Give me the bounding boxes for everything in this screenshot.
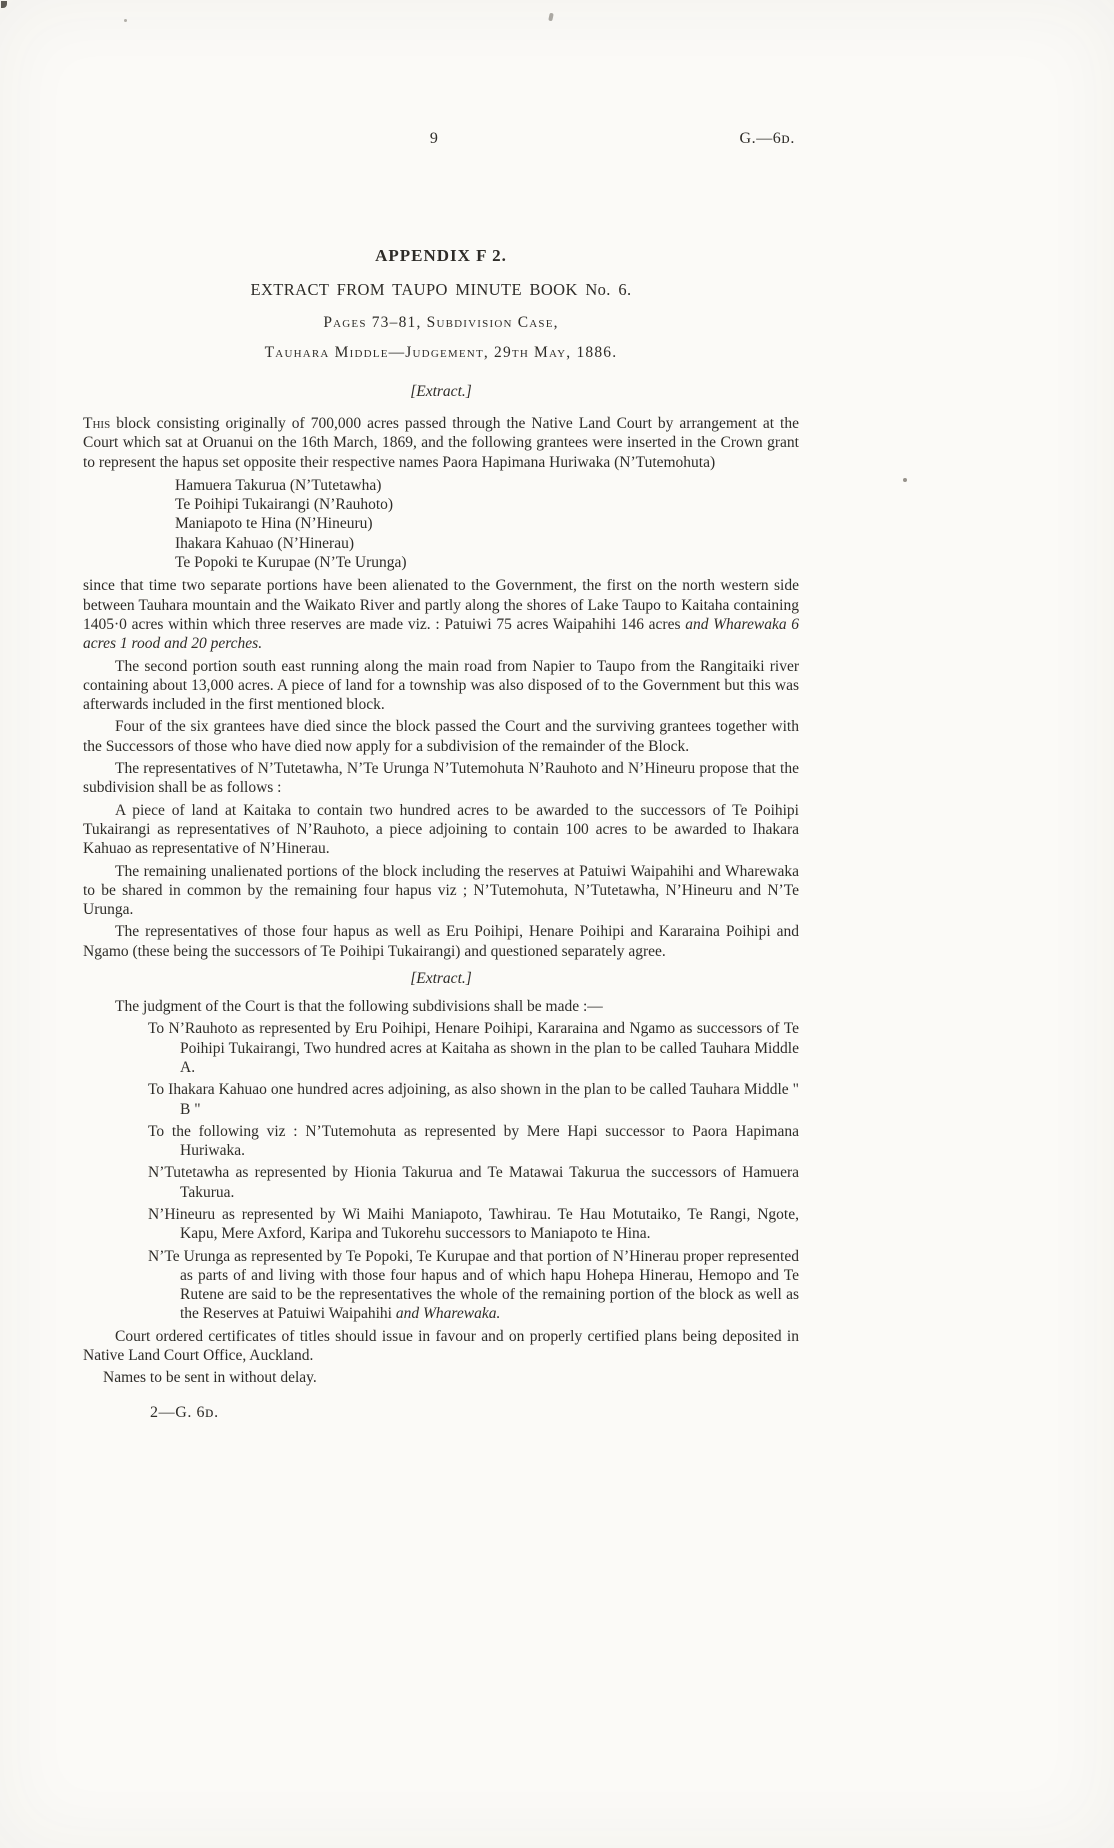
judgment-item-te-urunga-text: N’Te Urunga as represented by Te Popoki, Te Kurupae and that portion of N’Hinerau proper represented as parts of and living with those four hapus and of which hapu Hohepa Hinerau, Hemopo and Te Rutene are said to be the representatives the whole of the remaining portion of the block as well as the Reserves at Patuiwi Waipahihi: [148, 1247, 799, 1323]
page-number: 9: [429, 130, 438, 147]
scan-edge-mark: [1, 1, 7, 8]
paragraph-intro-rest: block consisting originally of 700,000 acres passed through the Native Land Court by arrangement at the Court which sat at Oruanui on the 16th March, 1869, and the following grantees were inserted in the Crown grant to represent the hapus set opposite their respective names Paora Hapimana Huriwaka (N’Tutemohuta): [83, 415, 799, 471]
paragraph-alienations-text: since that time two separate portions have been alienated to the Government, the first on the north western side between Tauhara mountain and the Waikato River and partly along the shores of Lake Taupo to Kaitaha containing 1405·0 acres within which three reserves are made viz. : Patuiwi 75 acres Waipahihi 146 acres: [83, 577, 799, 633]
extract-label-second: [Extract.]: [410, 970, 472, 988]
page-content: [83, 130, 799, 1422]
case-judgement-line: Tauhara Middle—Judgement, 29th May, 1886.: [264, 344, 618, 361]
judgment-subdivision-list: [83, 1019, 799, 1323]
judgment-item-te-urunga-italic: and Wharewaka.: [395, 1305, 501, 1323]
judgment-item-hineuru: N’Hineuru as represented by Wi Maihi Maniapoto, Tawhirau. Te Hau Motutaiko, Te Rangi, Ngote, Kapu, Mere Axford, Karipa and Tukorehu successors to Maniapoto te Hina.: [148, 1205, 799, 1243]
paragraph-court-order: Court ordered certificates of titles should issue in favour and on properly certified plans being deposited in Native Land Court Office, Auckland.: [83, 1327, 799, 1365]
grantee-item: Hamuera Takurua (N’Tutetawha): [175, 476, 382, 494]
grantee-item: Ihakara Kahuao (N’Hinerau): [175, 534, 355, 552]
paragraph-grantees-died: Four of the six grantees have died since the block passed the Court and the surviving grantees together with the Successors of those who have died now apply for a subdivision of the remainder of the Block.: [83, 718, 799, 755]
document-reference: G.—6ᴅ.: [739, 130, 795, 147]
paragraph-second-portion: The second portion south east running along the main road from Napier to Taupo from the Rangitaiki river containing about 13,000 acres. A piece of land for a township was also disposed of to the Government but this was afterwards included in the first mentioned block.: [83, 657, 799, 714]
paragraph-representatives-propose: The representatives of N’Tutetawha, N’Te Urunga N’Tutemohuta N’Rauhoto and N’Hineuru propose that the subdivision shall be as follows :: [83, 760, 799, 797]
paragraph-names: Names to be sent in without delay.: [103, 1369, 317, 1387]
paragraph-alienations-italic: and Wharewaka 6 acres 1 rood and 20 perches.: [83, 615, 799, 653]
page-header: [83, 130, 799, 150]
pages-subdivision-line: Pages 73–81, Subdivision Case,: [323, 314, 559, 331]
paragraph-intro: [83, 414, 799, 472]
grantee-item: Maniapoto te Hina (N’Hineuru): [175, 515, 373, 533]
judgment-item-tutemohuta: To the following viz : N’Tutemohuta as represented by Mere Hapi successor to Paora Hapimana Huriwaka.: [148, 1122, 799, 1160]
scan-speck: [548, 13, 554, 22]
extract-label-first: [Extract.]: [410, 383, 472, 400]
appendix-title: APPENDIX F 2.: [375, 246, 507, 265]
paragraph-agreement: The representatives of those four hapus as well as Eru Poihipi, Henare Poihipi and Kararaina Poihipi and Ngamo (these being the successors of Te Poihipi Tukairangi) and questioned separately agree.: [83, 923, 799, 960]
judgment-item-ihakara: To Ihakara Kahuao one hundred acres adjoining, as also shown in the plan to be called Tauhara Middle " B ": [148, 1081, 799, 1118]
footer-reference: 2—G. 6ᴅ.: [150, 1403, 219, 1421]
paragraph-remaining-portions: The remaining unalienated portions of the block including the reserves at Patuiwi Waipahihi and Wharewaka to be shared in common by the remaining four hapus viz ; N’Tutemohuta, N’Tutetawha, N’Hineuru and N’Te Urunga.: [83, 862, 799, 919]
grantee-item: Te Popoki te Kurupae (N’Te Urunga): [175, 554, 407, 572]
scan-speck: [903, 478, 907, 482]
grantee-item: Te Poihipi Tukairangi (N’Rauhoto): [175, 496, 394, 514]
paragraph-kaitaka-award: A piece of land at Kaitaka to contain two hundred acres to be awarded to the successors of Te Poihipi Tukairangi as representatives of N’Rauhoto, a piece adjoining to contain 100 acres to be awarded to Ihakara Kahuao as representative of N’Hinerau.: [83, 801, 799, 858]
judgment-item-te-urunga: [83, 1247, 799, 1324]
judgment-item-tutetawha: N’Tutetawha as represented by Hionia Takurua and Te Matawai Takurua the successors of Hamuera Takurua.: [148, 1164, 799, 1201]
grantee-list: [175, 476, 799, 572]
judgment-item-rauhoto: To N’Rauhoto as represented by Eru Poihipi, Henare Poihipi, Kararaina and Ngamo as successors of Te Poihipi Tukairangi, Two hundred acres at Kaitaha as shown in the plan to be called Tauhara Middle A.: [148, 1020, 799, 1076]
paragraph-intro-lead: This: [83, 415, 111, 432]
paragraph-alienations: [83, 576, 799, 653]
extract-source-title: EXTRACT FROM TAUPO MINUTE BOOK No. 6.: [250, 280, 632, 299]
paragraph-judgment-intro: The judgment of the Court is that the following subdivisions shall be made :—: [115, 998, 603, 1016]
scan-speck: [124, 19, 127, 22]
